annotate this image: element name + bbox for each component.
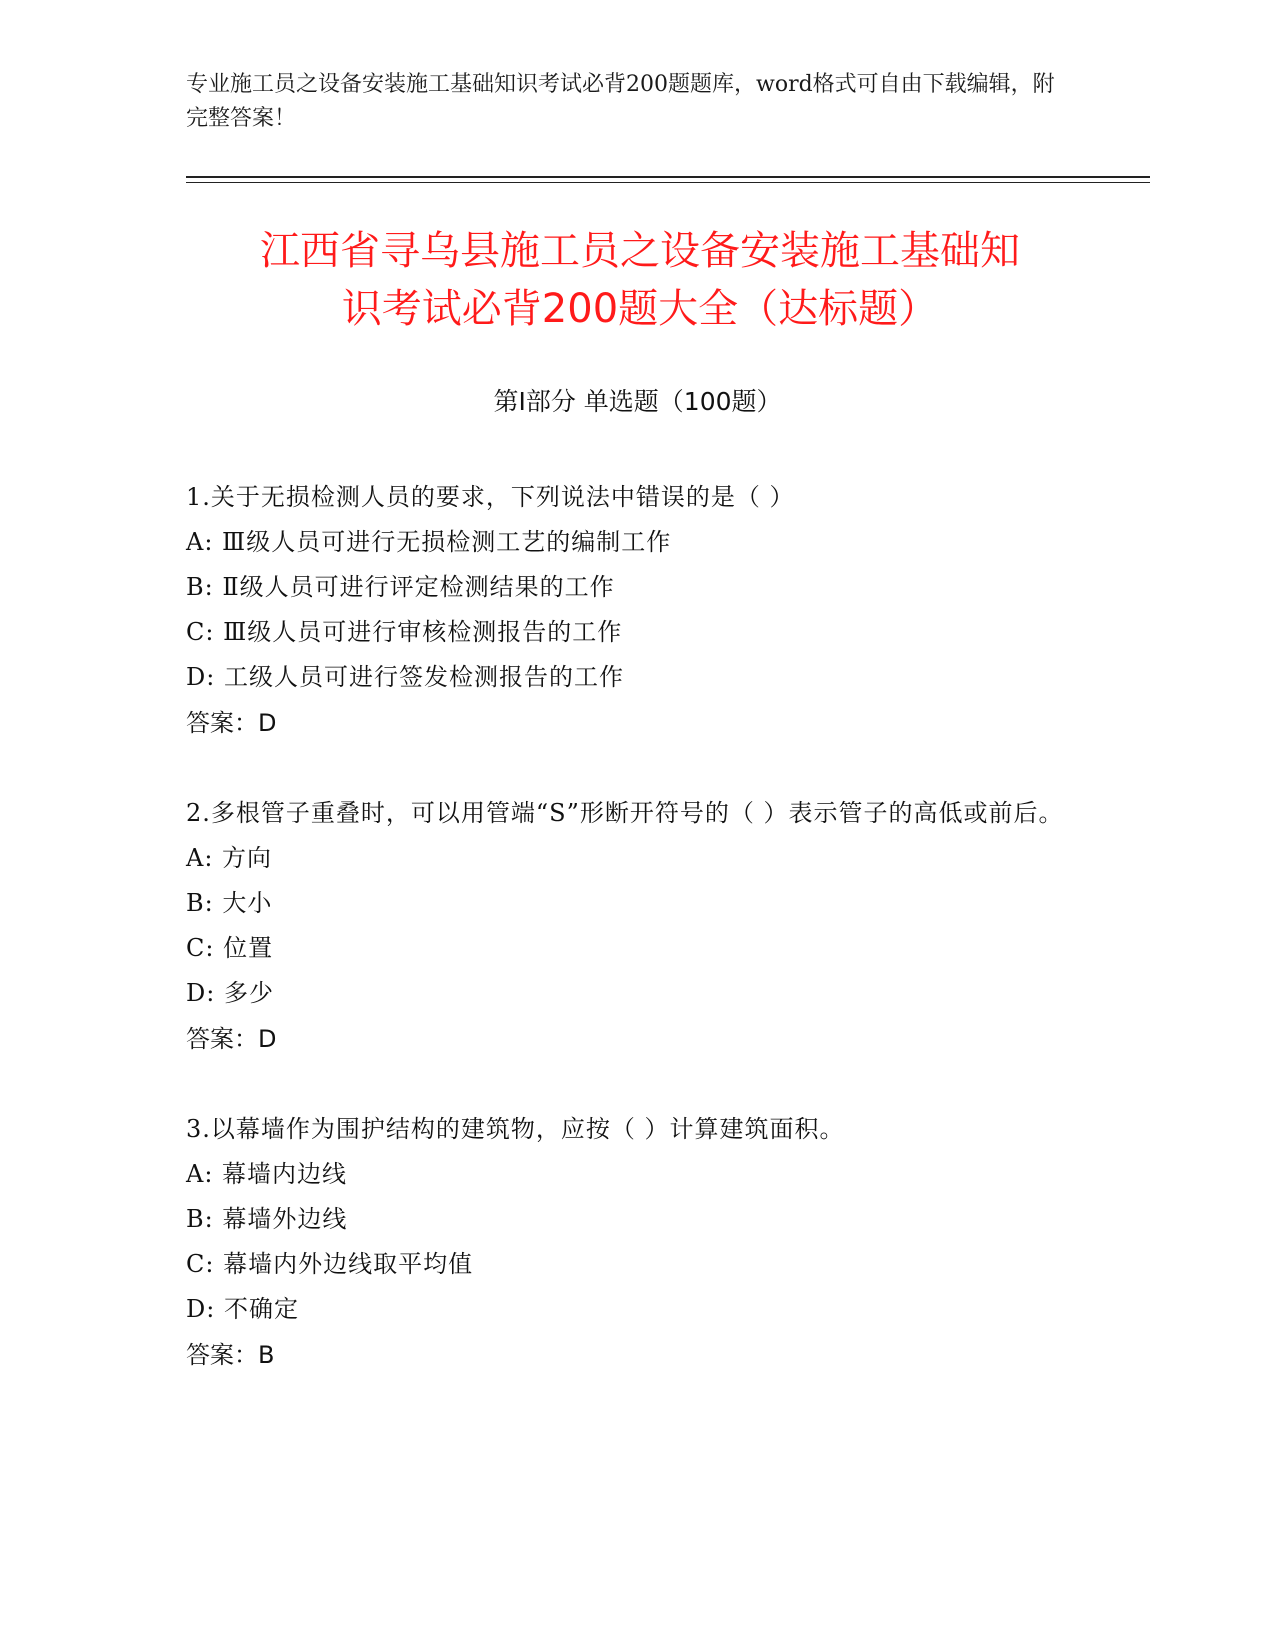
answer-line: 答案：D (186, 1025, 277, 1053)
option-a: A: 方向 (186, 844, 273, 872)
answer-line: 答案：D (186, 709, 277, 737)
question-stem: 1.关于无损检测人员的要求，下列说法中错误的是（ ） (186, 483, 795, 511)
option-c: C: 位置 (186, 934, 274, 962)
option-b: B: 大小 (186, 889, 273, 917)
option-b: B: 幕墙外边线 (186, 1205, 348, 1233)
option-a: A: 幕墙内边线 (186, 1160, 348, 1188)
question-list (186, 474, 1086, 1422)
option-b: B: Ⅱ级人员可进行评定检测结果的工作 (186, 573, 615, 601)
question-stem: 2.多根管子重叠时，可以用管端“S”形断开符号的（ ）表示管子的高低或前后。 (186, 799, 1064, 827)
option-c: C: 幕墙内外边线取平均值 (186, 1250, 474, 1278)
document-title-line-2: 识考试必背200题大全（达标题） (341, 286, 939, 332)
header-note: 专业施工员之设备安装施工基础知识考试必背200题题库，word格式可自由下载编辑，附完整答案！ (186, 72, 1055, 131)
document-title (190, 222, 1090, 338)
section-title: 第Ⅰ部分 单选题（100题） (493, 387, 782, 416)
question-3 (186, 1106, 1086, 1378)
option-d: D: 多少 (186, 979, 274, 1007)
option-d: D: 工级人员可进行签发检测报告的工作 (186, 663, 624, 691)
header-rule-thin (186, 182, 1150, 183)
option-d: D: 不确定 (186, 1295, 299, 1323)
question-2 (186, 790, 1086, 1062)
question-stem: 3.以幕墙作为围护结构的建筑物，应按（ ）计算建筑面积。 (186, 1115, 845, 1143)
header-rule-thick (186, 176, 1150, 178)
question-1 (186, 474, 1086, 746)
answer-line: 答案：B (186, 1341, 275, 1369)
document-title-line-1: 江西省寻乌县施工员之设备安装施工基础知 (260, 228, 1020, 274)
option-c: C: Ⅲ级人员可进行审核检测报告的工作 (186, 618, 623, 646)
option-a: A: Ⅲ级人员可进行无损检测工艺的编制工作 (186, 528, 672, 556)
